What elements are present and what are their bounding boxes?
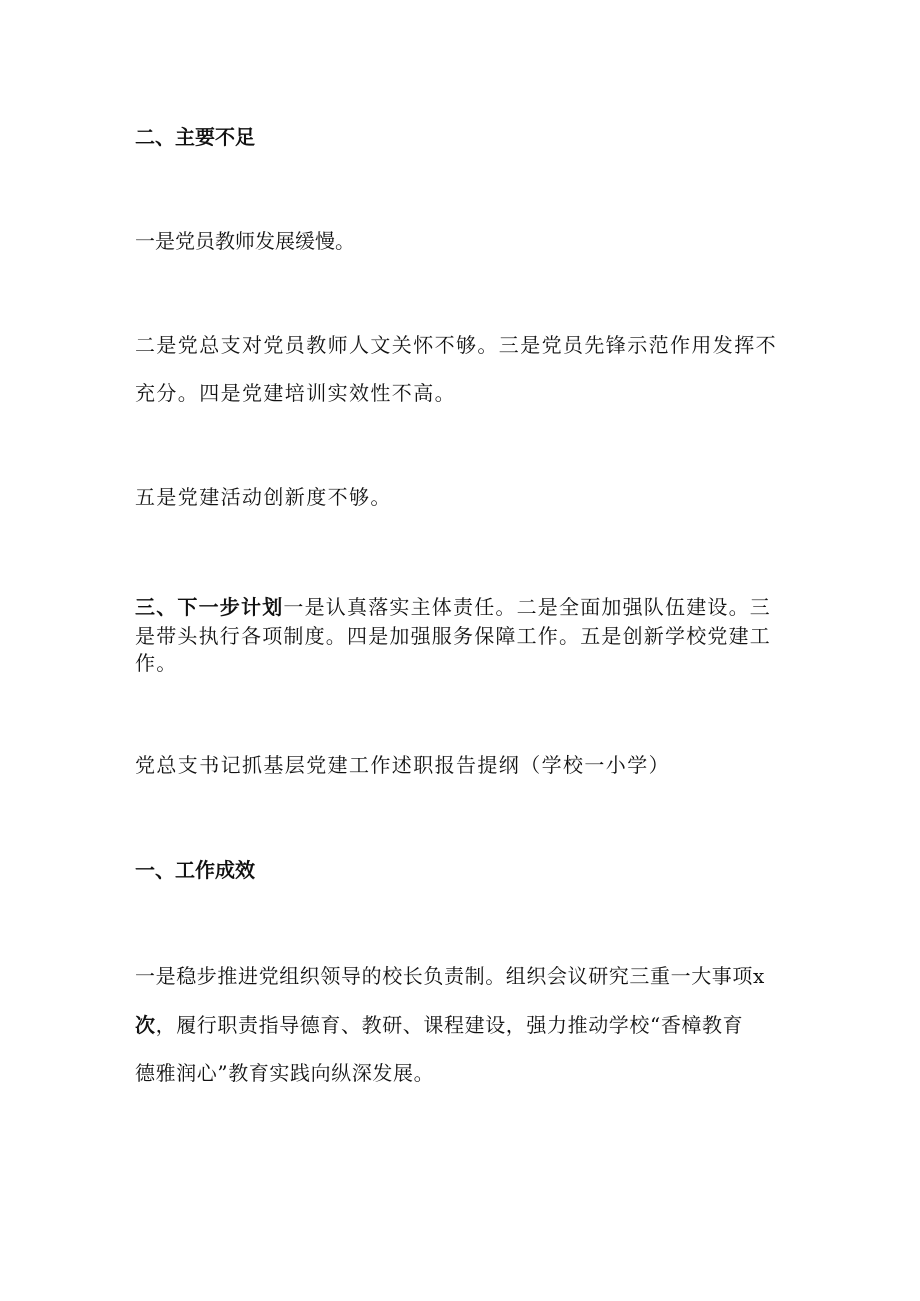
section-1-paragraph-1-line-1: 一是稳步推进党组织领导的校长负责制。组织会议研究三重一大事项x [135, 964, 765, 988]
section-2-paragraph-2-line-1: 二是党总支对党员教师人文关怀不够。三是党员先锋示范作用发挥不 [135, 333, 777, 357]
section-2-paragraph-1: 一是党员教师发展缓慢。 [135, 229, 355, 253]
section-2-paragraph-3: 五是党建活动创新度不够。 [135, 485, 392, 509]
section-1-heading: 一、工作成效 [135, 858, 255, 882]
section-3-line-1 [135, 594, 790, 620]
document-title: 党总支书记抓基层党建工作述职报告提纲（学校一小学） [135, 753, 670, 777]
section-1-paragraph-1-line-3: 德雅润心”教育实践向纵深发展。 [135, 1061, 435, 1085]
section-1-paragraph-1-line-2 [135, 1012, 790, 1038]
section-3-line-1-text: 一是认真落实主体责任。二是全面加强队伍建设。三 [283, 595, 772, 619]
section-3-line-2: 是带头执行各项制度。四是加强服务保障工作。五是创新学校党建工 [135, 624, 771, 648]
section-2-paragraph-2-line-2: 充分。四是党建培训实效性不高。 [135, 381, 456, 405]
section-1-paragraph-1-line-2-text: ，履行职责指导德育、教研、课程建设，强力推动学校“香樟教育 [155, 1013, 744, 1037]
section-2-heading: 二、主要不足 [135, 125, 255, 149]
section-3-line-3: 作。 [135, 651, 178, 675]
section-3-heading: 三、下一步计划 [135, 595, 284, 619]
emphasis-count-unit: 次 [135, 1013, 156, 1037]
